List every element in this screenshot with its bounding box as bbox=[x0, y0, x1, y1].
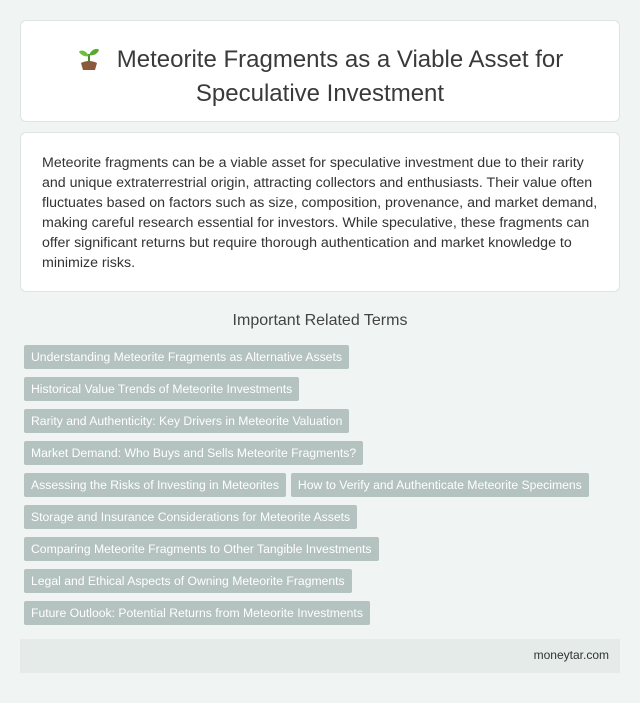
related-term-tag[interactable]: Historical Value Trends of Meteorite Investments bbox=[24, 377, 299, 401]
related-term-tag[interactable]: Market Demand: Who Buys and Sells Meteorite Fragments? bbox=[24, 441, 363, 465]
related-term-tag[interactable]: Future Outlook: Potential Returns from Meteorite Investments bbox=[24, 601, 370, 625]
related-term-tag[interactable]: Rarity and Authenticity: Key Drivers in Meteorite Valuation bbox=[24, 409, 349, 433]
page-title bbox=[21, 45, 619, 109]
summary-text: Meteorite fragments can be a viable asset for speculative investment due to their rarity and unique extraterrestrial origin, attracting collectors and enthusiasts. Their value often fluctuates based on factors such as size, composition, provenance, and market demand, making careful research essential for investors. While speculative, these fragments can offer significant returns but require thorough authentication and market knowledge to minimize risks. bbox=[42, 155, 598, 271]
related-term-tag[interactable]: Comparing Meteorite Fragments to Other Tangible Investments bbox=[24, 537, 379, 561]
footer bbox=[20, 639, 620, 673]
related-term-tag[interactable]: Legal and Ethical Aspects of Owning Meteorite Fragments bbox=[24, 569, 352, 593]
related-term-tag[interactable]: Assessing the Risks of Investing in Meteorites bbox=[24, 473, 286, 497]
title-line-2: Speculative Investment bbox=[195, 80, 445, 107]
sprout-icon bbox=[77, 45, 101, 79]
title-line-1: Meteorite Fragments as a Viable Asset for bbox=[116, 46, 564, 73]
related-terms-list bbox=[24, 345, 624, 633]
summary-card bbox=[20, 132, 620, 292]
title-card bbox=[20, 20, 620, 122]
related-term-tag[interactable]: How to Verify and Authenticate Meteorite Specimens bbox=[291, 473, 589, 497]
related-term-tag[interactable]: Storage and Insurance Considerations for Meteorite Assets bbox=[24, 505, 357, 529]
footer-site-name: moneytar.com bbox=[533, 648, 609, 662]
related-term-tag[interactable]: Understanding Meteorite Fragments as Alternative Assets bbox=[24, 345, 349, 369]
related-terms-heading: Important Related Terms bbox=[232, 312, 408, 329]
